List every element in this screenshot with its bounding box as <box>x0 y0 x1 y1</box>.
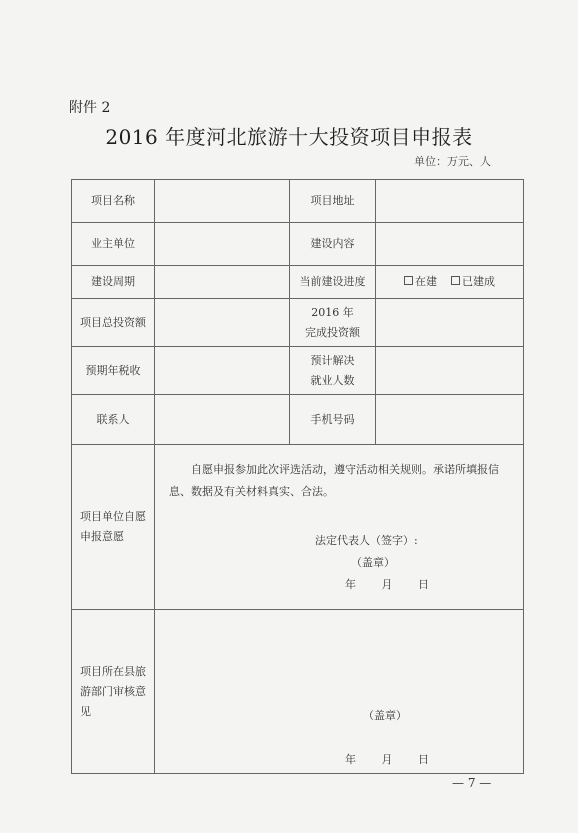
checkbox-in-progress[interactable] <box>404 276 413 285</box>
date-label-1: 年 月 日 <box>345 578 429 591</box>
field-owner[interactable] <box>155 223 290 266</box>
label-jobs-line2: 就业人数 <box>310 373 355 387</box>
field-construction-content[interactable] <box>376 223 524 266</box>
application-form-table <box>71 179 524 774</box>
page-title: 2016 年度河北旅游十大投资项目申报表 <box>105 125 473 149</box>
label-current-progress: 当前建设进度 <box>290 266 376 299</box>
label-contact: 联系人 <box>72 395 155 445</box>
label-total-investment: 项目总投资额 <box>72 299 155 347</box>
checkbox-completed[interactable] <box>451 276 460 285</box>
label-construction-period: 建设周期 <box>72 266 155 299</box>
field-mobile[interactable] <box>376 395 524 445</box>
label-jobs-line1: 预计解决 <box>310 353 355 367</box>
label-declaration: 项目单位自愿申报意愿 <box>72 445 155 610</box>
label-construction-content: 建设内容 <box>290 223 376 266</box>
label-jobs <box>290 347 376 395</box>
attachment-label: 附件 2 <box>69 100 111 116</box>
field-project-address[interactable] <box>376 180 524 223</box>
label-review: 项目所在县旅游部门审核意见 <box>72 610 155 774</box>
field-expected-tax[interactable] <box>155 347 290 395</box>
declaration-cell <box>155 445 524 610</box>
field-contact[interactable] <box>155 395 290 445</box>
field-construction-period[interactable] <box>155 266 290 299</box>
field-project-name[interactable] <box>155 180 290 223</box>
label-expected-tax: 预期年税收 <box>72 347 155 395</box>
label-project-name: 项目名称 <box>72 180 155 223</box>
label-completed-2016-line2: 完成投资额 <box>305 325 360 339</box>
declaration-text: 自愿申报参加此次评选活动，遵守活动相关规则。承诺所填报信息、数据及有关材料真实、合法。 <box>169 463 499 498</box>
field-jobs[interactable] <box>376 347 524 395</box>
label-mobile: 手机号码 <box>290 395 376 445</box>
label-completed-2016 <box>290 299 376 347</box>
page-number: — 7 — <box>452 776 492 790</box>
seal-label-1: （盖章） <box>351 556 395 569</box>
field-completed-2016[interactable] <box>376 299 524 347</box>
option-completed-label: 已建成 <box>462 275 495 288</box>
date-label-2: 年 月 日 <box>345 753 429 766</box>
unit-note: 单位：万元、人 <box>414 155 491 168</box>
field-current-progress <box>376 266 524 299</box>
seal-label-2: （盖章） <box>363 709 407 722</box>
option-in-progress-label: 在建 <box>415 275 437 288</box>
label-owner: 业主单位 <box>72 223 155 266</box>
label-completed-2016-line1: 2016 年 <box>311 305 354 319</box>
review-cell <box>155 610 524 774</box>
legal-representative-signature: 法定代表人（签字）: <box>315 534 418 547</box>
label-project-address: 项目地址 <box>290 180 376 223</box>
field-total-investment[interactable] <box>155 299 290 347</box>
